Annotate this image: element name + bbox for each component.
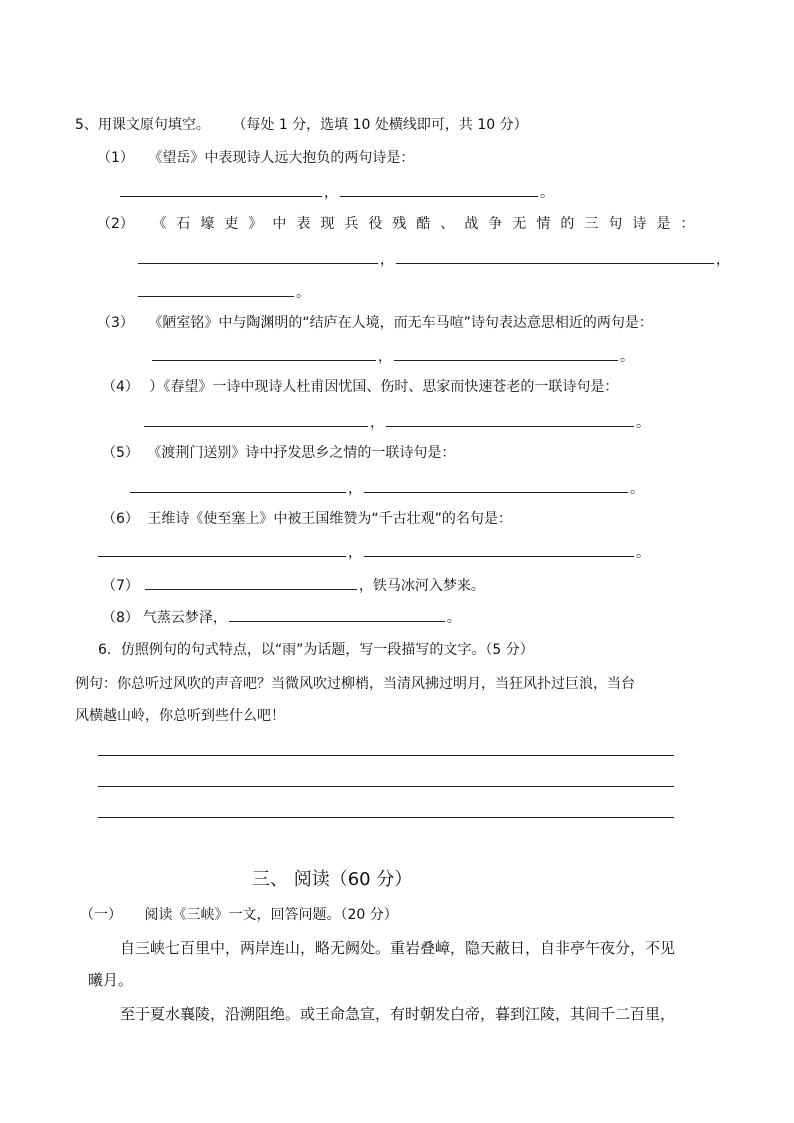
passage-p1-line-1: 自三峡七百里中，两岸连山，略无阙处。重岩叠嶂，隐天蔽日，自非亭午夜分，不见 xyxy=(120,939,676,957)
comma: ， xyxy=(348,545,362,561)
period: 。 xyxy=(446,610,461,626)
sub-text: 阅读《三峡》一文，回答问题。（20 分） xyxy=(144,907,398,923)
period: 。 xyxy=(296,285,310,301)
q5-item-2 xyxy=(97,214,704,234)
answer-blank[interactable] xyxy=(145,575,357,590)
writing-line-3[interactable] xyxy=(98,817,674,818)
q6-example-line-1: 例句：你总听过风吹的声音吧？当微风吹过柳梢，当清风拂过明月，当狂风扑过巨浪，当台 xyxy=(75,676,635,692)
q5-item-7 xyxy=(102,575,485,596)
answer-blank[interactable] xyxy=(120,182,322,197)
item-number: （5） xyxy=(102,445,139,461)
item-number: （8） xyxy=(102,610,139,626)
comma: ， xyxy=(370,415,384,431)
passage-p1-line-2: 曦月。 xyxy=(88,971,134,989)
answer-blank[interactable] xyxy=(144,412,368,427)
comma: ， xyxy=(378,349,392,365)
item-prompt: 《望岳》中表现诗人远大抱负的两句诗是： xyxy=(148,150,415,166)
answer-blank[interactable] xyxy=(98,542,346,557)
period: 。 xyxy=(636,415,650,431)
passage-p2-line-1: 至于夏水襄陵，沿溯阻绝。或王命急宣，有时朝发白帝，暮到江陵，其间千二百里， xyxy=(120,1005,676,1023)
q5-item-6-answer xyxy=(96,542,650,563)
item-prompt: 《渡荆门送别》诗中抒发思乡之情的一联诗句是： xyxy=(147,445,456,461)
answer-blank[interactable] xyxy=(394,346,618,361)
q5-heading xyxy=(75,115,528,135)
item-number: （3） xyxy=(97,315,134,331)
section-title: 三、 阅读（60 分） xyxy=(252,869,413,890)
item-head: 气蒸云梦泽， xyxy=(142,610,227,626)
item-number: （4） xyxy=(102,379,139,395)
period: 。 xyxy=(620,349,634,365)
answer-blank[interactable] xyxy=(340,182,538,197)
q5-item-5-answer xyxy=(128,478,644,499)
writing-line-2[interactable] xyxy=(98,786,674,787)
item-prompt: ）《春望》一诗中现诗人杜甫因忧国、伤时、思家而快速苍老的一联诗句是： xyxy=(149,379,619,395)
q5-item-2-answer-a xyxy=(136,249,730,270)
period: 。 xyxy=(636,545,650,561)
q5-scoring: （每处 1 分，选填 10 处横线即可，共 10 分） xyxy=(232,117,528,133)
answer-blank[interactable] xyxy=(229,607,445,622)
item-number: （7） xyxy=(102,578,139,594)
item-prompt: 王维诗《使至塞上》中被王国维赞为“千古壮观”的名句是： xyxy=(147,511,512,527)
q6-example-line-2: 风横越山岭，你总听到些什么吧！ xyxy=(75,708,285,724)
answer-blank[interactable] xyxy=(364,478,628,493)
period: 。 xyxy=(540,185,554,201)
item-number: （6） xyxy=(102,511,139,527)
q5-title: 5、用课文原句填空。 xyxy=(75,117,210,133)
sub-number: （一） xyxy=(80,907,122,923)
answer-blank[interactable] xyxy=(130,478,346,493)
comma: ， xyxy=(324,185,338,201)
item-prompt: 《石壕吏》中表现兵役残酷、战争无情的三句诗是： xyxy=(152,216,705,232)
answer-blank[interactable] xyxy=(386,412,634,427)
q5-item-4-answer xyxy=(142,412,650,433)
comma: ， xyxy=(716,252,730,268)
reading-subheading xyxy=(80,905,398,925)
writing-line-1[interactable] xyxy=(98,755,674,756)
answer-blank[interactable] xyxy=(138,249,378,264)
comma: ， xyxy=(348,481,362,497)
q5-item-4 xyxy=(102,377,618,397)
q6-heading: 6．仿照例句的句式特点，以“雨”为话题，写一段描写的文字。（5 分） xyxy=(98,642,534,658)
answer-blank[interactable] xyxy=(364,542,634,557)
answer-blank[interactable] xyxy=(152,346,376,361)
q5-item-1 xyxy=(97,148,414,168)
answer-blank[interactable] xyxy=(396,249,714,264)
q5-item-8 xyxy=(102,607,461,628)
q5-item-3 xyxy=(97,313,653,333)
q5-item-2-answer-b xyxy=(136,282,310,303)
q5-item-6 xyxy=(102,509,512,529)
q5-item-1-answer xyxy=(118,182,554,203)
comma: ， xyxy=(380,252,394,268)
answer-blank[interactable] xyxy=(138,282,294,297)
item-number: （2） xyxy=(97,216,134,232)
period: 。 xyxy=(630,481,644,497)
item-prompt: 《陋室铭》中与陶渊明的“结庐在人境，而无车马喧”诗句表达意思相近的两句是： xyxy=(148,315,653,331)
q5-item-3-answer xyxy=(150,346,634,367)
item-tail: ，铁马冰河入梦来。 xyxy=(358,578,485,594)
item-number: （1） xyxy=(97,150,134,166)
q5-item-5 xyxy=(102,443,455,463)
